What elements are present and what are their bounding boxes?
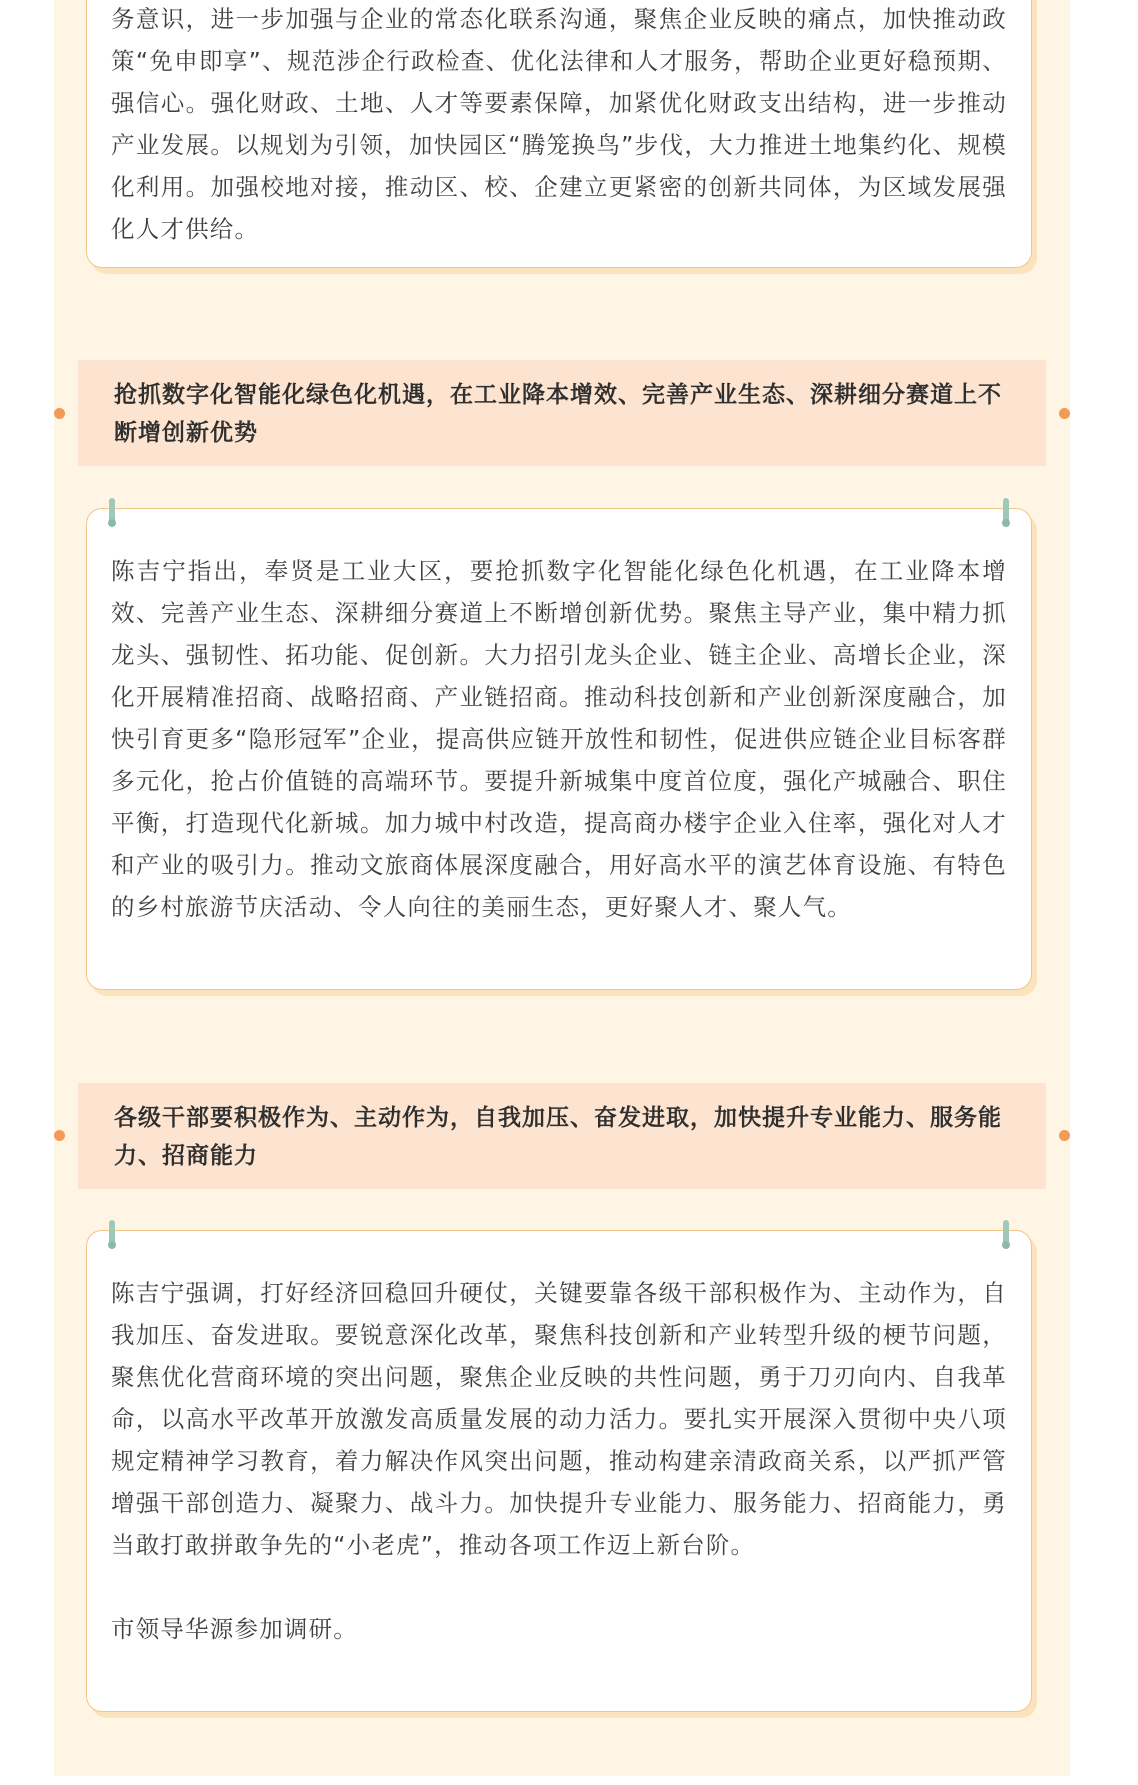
paragraph-3: 陈吉宁强调，打好经济回稳回升硬仗，关键要靠各级干部积极作为、主动作为，自我加压、奋发进取。要锐意深化改革，聚焦科技创新和产业转型升级的梗节问题，聚焦优化营商环境的突出问题，聚焦企业反映的共性问题，勇于刀刃向内、自我革命，以高水平改革开放激发高质量发展的动力活力。要扎实开展深入贯彻中央八项规定精神学习教育，着力解决作风突出问题，推动构建亲清政商关系，以严抓严管增强干部创造力、凝聚力、战斗力。加快提升专业能力、服务能力、招商能力，勇当敢打敢拼敢争先的“小老虎”，推动各项工作迈上新台阶。: [111, 1279, 1007, 1559]
heading-right-dot: [1059, 408, 1070, 419]
section-heading-2: [78, 360, 1046, 466]
paragraph-gap: [111, 1566, 1007, 1608]
section-heading-3-text: 各级干部要积极作为、主动作为，自我加压、奋发进取，加快提升专业能力、服务能力、招商能力: [114, 1105, 1002, 1169]
pin-icon: [109, 498, 115, 524]
heading-right-dot: [1059, 1130, 1070, 1141]
text-card-3: [86, 1230, 1032, 1712]
page-bottom-edge: [0, 1776, 1138, 1785]
section-heading-3: [78, 1083, 1046, 1189]
section-heading-2-text: 抢抓数字化智能化绿色化机遇，在工业降本增效、完善产业生态、深耕细分赛道上不断增创新优势: [114, 382, 1002, 446]
pin-icon: [109, 1220, 115, 1246]
pin-icon: [1003, 1220, 1009, 1246]
heading-left-dot: [54, 408, 65, 419]
closing-paragraph: 市领导华源参加调研。: [111, 1615, 358, 1643]
text-card-2: [86, 508, 1032, 990]
pin-icon: [1003, 498, 1009, 524]
paragraph-2: 陈吉宁指出，奉贤是工业大区，要抢抓数字化智能化绿色化机遇，在工业降本增效、完善产业生态、深耕细分赛道上不断增创新优势。聚焦主导产业，集中精力抓龙头、强韧性、拓功能、促创新。大力招引龙头企业、链主企业、高增长企业，深化开展精准招商、战略招商、产业链招商。推动科技创新和产业创新深度融合，加快引育更多“隐形冠军”企业，提高供应链开放性和韧性，促进供应链企业目标客群多元化，抢占价值链的高端环节。要提升新城集中度首位度，强化产城融合、职住平衡，打造现代化新城。加力城中村改造，提高商办楼宇企业入住率，强化对人才和产业的吸引力。推动文旅商体展深度融合，用好高水平的演艺体育设施、有特色的乡村旅游节庆活动、令人向往的美丽生态，更好聚人才、聚人气。: [111, 557, 1007, 921]
text-card-intro: [86, 0, 1032, 268]
intro-paragraph: 务意识，进一步加强与企业的常态化联系沟通，聚焦企业反映的痛点，加快推动政策“免申即享”、规范涉企行政检查、优化法律和人才服务，帮助企业更好稳预期、强信心。强化财政、土地、人才等要素保障，加紧优化财政支出结构，进一步推动产业发展。以规划为引领，加快园区“腾笼换鸟”步伐，大力推进土地集约化、规模化利用。加强校地对接，推动区、校、企建立更紧密的创新共同体，为区域发展强化人才供给。: [111, 5, 1007, 243]
heading-left-dot: [54, 1130, 65, 1141]
